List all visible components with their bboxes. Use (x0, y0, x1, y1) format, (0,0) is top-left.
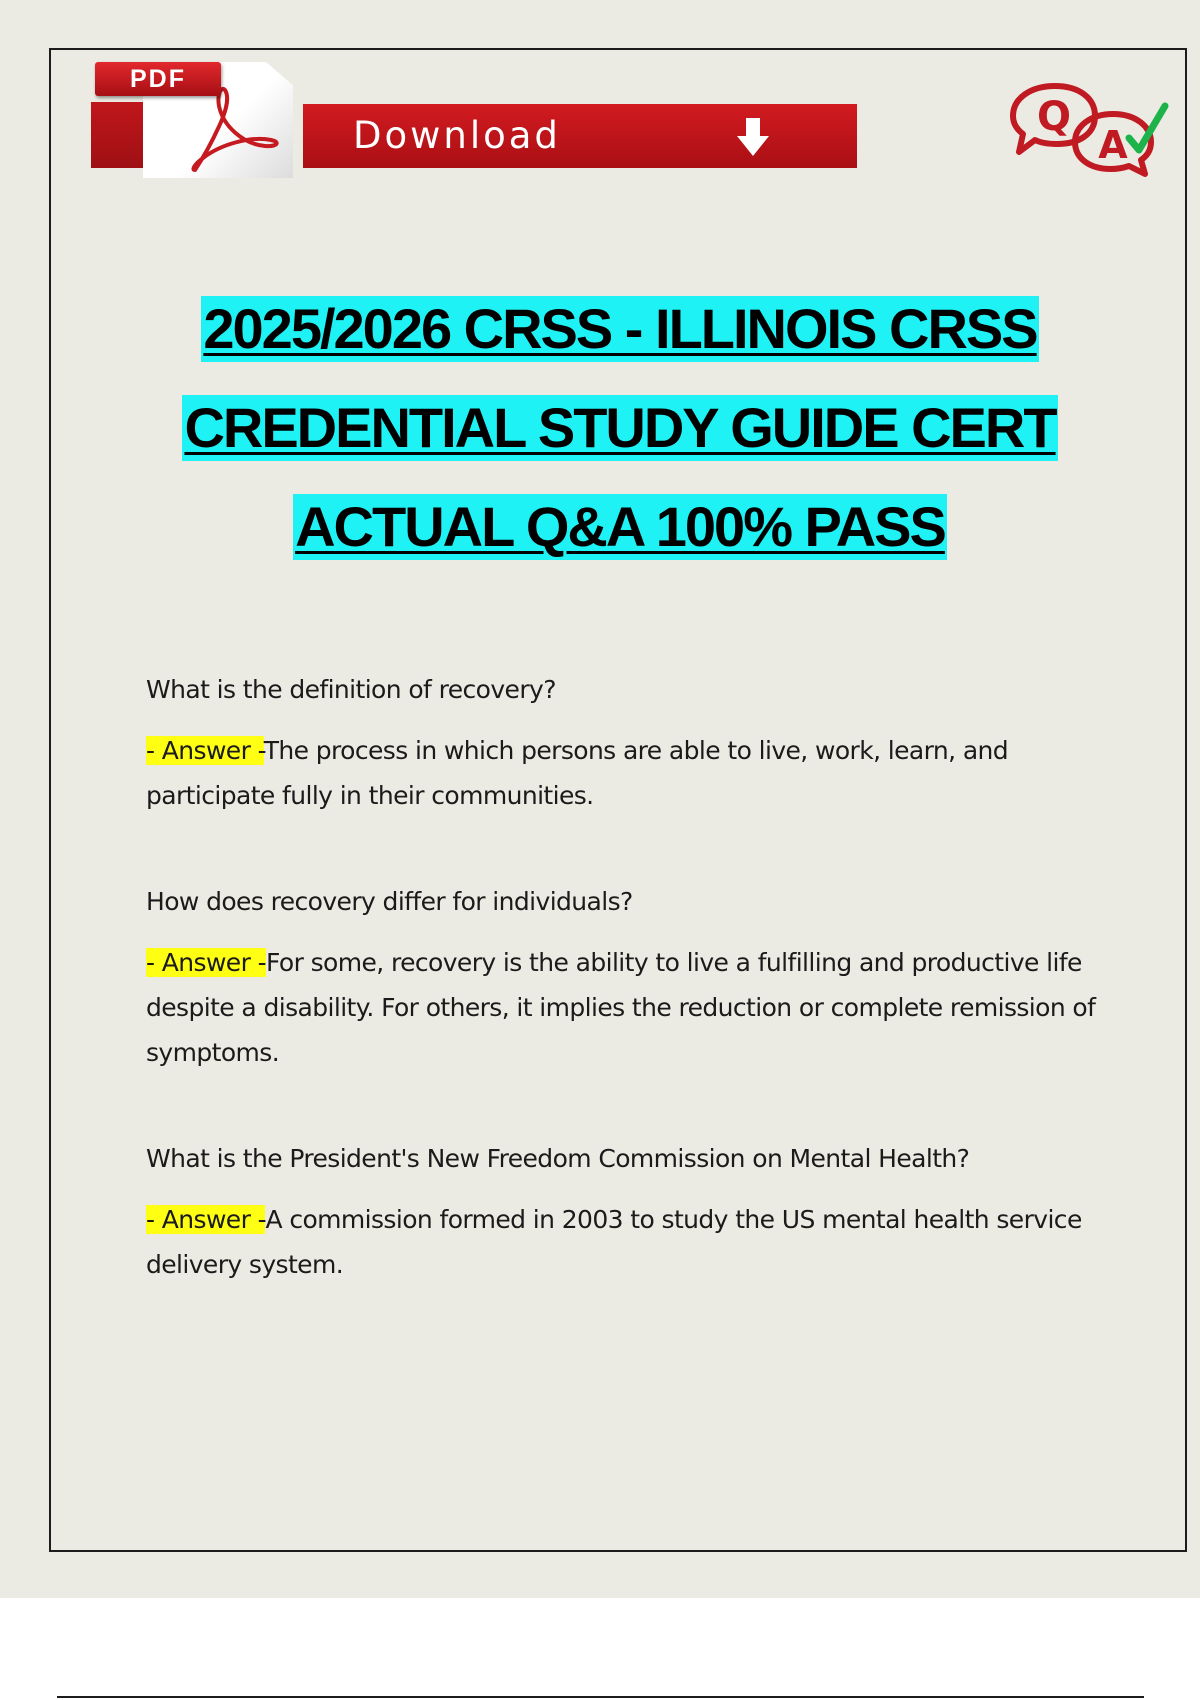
arrow-down-icon (735, 118, 771, 158)
answer-text: For some, recovery is the ability to live a fulfilling and productive life despite a disability. For others, it implies the reduction or complete remission of symptoms. (146, 948, 1096, 1067)
qa-item (146, 1141, 1106, 1287)
banner-left-bar (91, 102, 143, 168)
title-line: CREDENTIAL STUDY GUIDE CERT (184, 396, 1056, 459)
answer-paragraph (146, 728, 1106, 818)
bottom-divider (57, 1696, 1144, 1698)
question-text: What is the President's New Freedom Commission on Mental Health? (146, 1144, 970, 1173)
download-button[interactable] (303, 104, 857, 168)
answer-tag: - Answer - (146, 1205, 266, 1234)
logo-q-letter: Q (1036, 94, 1072, 140)
download-label: Download (353, 114, 561, 157)
qa-item (146, 672, 1106, 818)
answer-paragraph (146, 1197, 1106, 1287)
answer-tag: - Answer - (146, 736, 264, 765)
logo-a-letter: A (1098, 123, 1128, 167)
question-text: What is the definition of recovery? (146, 675, 556, 704)
pdf-tag: PDF (95, 62, 221, 96)
answer-tag: - Answer - (146, 948, 267, 977)
answer-text: The process in which persons are able to live, work, learn, and participate fully in their communities. (146, 736, 1009, 810)
title-line: ACTUAL Q&A 100% PASS (295, 495, 945, 558)
document-title (100, 296, 1140, 593)
question-text: How does recovery differ for individuals? (146, 887, 633, 916)
qa-list (146, 672, 1106, 1353)
download-pdf-banner[interactable] (89, 60, 859, 180)
title-line: 2025/2026 CRSS - ILLINOIS CRSS (203, 297, 1037, 360)
answer-text: A commission formed in 2003 to study the US mental health service delivery system. (146, 1205, 1082, 1279)
answer-paragraph (146, 940, 1106, 1075)
qa-speech-bubbles-icon (1005, 78, 1171, 178)
qa-item (146, 884, 1106, 1075)
